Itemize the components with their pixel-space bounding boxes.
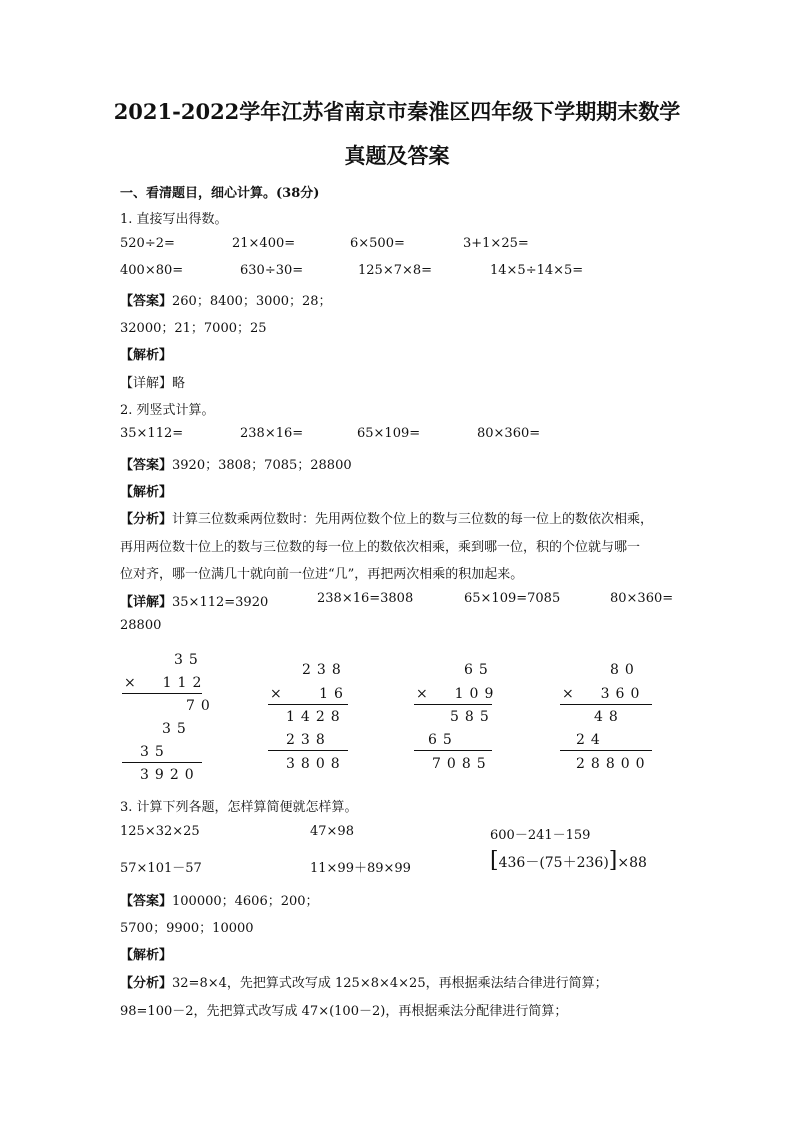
q1-item: 3+1×25= (463, 236, 529, 251)
document-title-line1: 2021-2022学年江苏省南京市秦淮区四年级下学期期末数学 (113, 99, 681, 124)
q1-analysis-tag: 【解析】 (120, 348, 173, 363)
calc-rule (268, 750, 348, 751)
q2-answer (120, 454, 352, 473)
calc-row: 24 (576, 732, 606, 748)
q2-item: 80×360= (477, 426, 541, 441)
calc-row: 80 (610, 662, 640, 678)
calc-row: 28800 (576, 756, 651, 772)
q2-analysis-line1 (120, 508, 653, 527)
calc-row: 65 (464, 662, 494, 678)
calc-row: 3920 (140, 767, 200, 783)
bracket-close: ] (608, 848, 618, 873)
calc-row: 35 (174, 652, 204, 668)
calc-rule (414, 750, 492, 751)
q2-analysis-tag: 【解析】 (120, 485, 173, 500)
analysis-text: 计算三位数乘两位数时：先用两位数个位上的数与三位数的每一位上的数依次相乘， (172, 512, 654, 527)
q3-item: 11×99＋89×99 (310, 861, 411, 876)
calc-rule (414, 704, 492, 705)
q1-item: 125×7×8= (358, 263, 433, 278)
q1-answer-line2: 32000；21；7000；25 (120, 321, 267, 336)
q3-analysis-line1 (120, 972, 608, 991)
detail-item: 238×16=3808 (317, 591, 414, 606)
detail-item: 65×109=7085 (464, 591, 561, 606)
calc-row: 585 (450, 709, 495, 725)
q3-item: 57×101－57 (120, 861, 202, 876)
q3-prompt: 3. 计算下列各题，怎样算简便就怎样算。 (120, 800, 358, 815)
calc-row: 35 (140, 744, 170, 760)
calc-row: 3808 (286, 756, 346, 772)
q3-bracket-expression (490, 848, 647, 873)
q2-item: 35×112= (120, 426, 184, 441)
q1-item: 400×80= (120, 263, 184, 278)
q3-answer-line2: 5700；9900；10000 (120, 921, 254, 936)
analysis-text: 32=8×4，先把算式改写成 125×8×4×25，再根据乘法结合律进行简算； (172, 976, 608, 991)
calc-row: 35 (162, 721, 192, 737)
detail-wrap: 28800 (120, 618, 162, 633)
calc-rule (560, 704, 652, 705)
calc-row: × 112 (124, 675, 208, 691)
answer-text: 260；8400；3000；28； (172, 294, 332, 309)
detail-item: 80×360= (610, 591, 674, 606)
calc-row: 65 (428, 732, 458, 748)
q3-item: 47×98 (310, 824, 354, 839)
calc-row: × 109 (416, 686, 500, 702)
q3-answer (120, 890, 319, 909)
answer-tag: 【答案】 (120, 894, 173, 909)
q1-item: 6×500= (350, 236, 405, 251)
answer-text: 100000；4606；200； (172, 894, 319, 909)
q2-analysis-line2: 再用两位数十位上的数与三位数的每一位上的数依次相乘，乘到哪一位，积的个位就与哪一 (120, 540, 641, 555)
q1-item: 630÷30= (240, 263, 304, 278)
q1-prompt: 1. 直接写出得数。 (120, 212, 228, 227)
detail-tag: 【详解】 (120, 595, 173, 610)
q1-item: 21×400= (232, 236, 296, 251)
calc-rule (122, 762, 202, 763)
q3-analysis-tag: 【解析】 (120, 948, 173, 963)
bracket-tail: ×88 (617, 855, 647, 871)
q3-analysis-line2: 98=100－2，先把算式改写成 47×(100－2)，再根据乘法分配律进行简算； (120, 1004, 568, 1019)
bracket-inner: 436－(75＋236) (498, 855, 609, 871)
calc-row: 238 (286, 732, 331, 748)
analysis-tag: 【分析】 (120, 976, 173, 991)
answer-text: 3920；3808；7085；28800 (172, 458, 352, 473)
q1-item: 520÷2= (120, 236, 175, 251)
document-title-line2: 真题及答案 (344, 143, 450, 168)
q2-detail-line (120, 591, 268, 610)
calc-row: × 360 (562, 686, 646, 702)
q2-prompt: 2. 列竖式计算。 (120, 403, 215, 418)
calc-row: 7085 (432, 756, 492, 772)
q1-detail: 【详解】略 (120, 376, 186, 391)
calc-row: 48 (594, 709, 624, 725)
q1-answer (120, 290, 332, 309)
calc-row: 1428 (286, 709, 346, 725)
analysis-tag: 【分析】 (120, 512, 173, 527)
q2-item: 238×16= (240, 426, 304, 441)
q2-analysis-line3: 位对齐，哪一位满几十就向前一位进“几”，再把两次相乘的积加起来。 (120, 567, 524, 582)
detail-item: 35×112=3920 (172, 595, 269, 610)
calc-row: 238 (302, 662, 347, 678)
q1-item: 14×5÷14×5= (490, 263, 584, 278)
q3-item: 600－241－159 (490, 828, 591, 843)
q3-item: 125×32×25 (120, 824, 200, 839)
answer-tag: 【答案】 (120, 294, 173, 309)
section-heading: 一、看清题目，细心计算。(38分) (120, 186, 320, 201)
q2-item: 65×109= (357, 426, 421, 441)
answer-tag: 【答案】 (120, 458, 173, 473)
calc-rule (268, 704, 348, 705)
bracket-open: [ (490, 848, 499, 873)
calc-rule (560, 750, 652, 751)
calc-rule (122, 693, 202, 694)
calc-row: 70 (186, 698, 216, 714)
calc-row: × 16 (270, 686, 349, 702)
